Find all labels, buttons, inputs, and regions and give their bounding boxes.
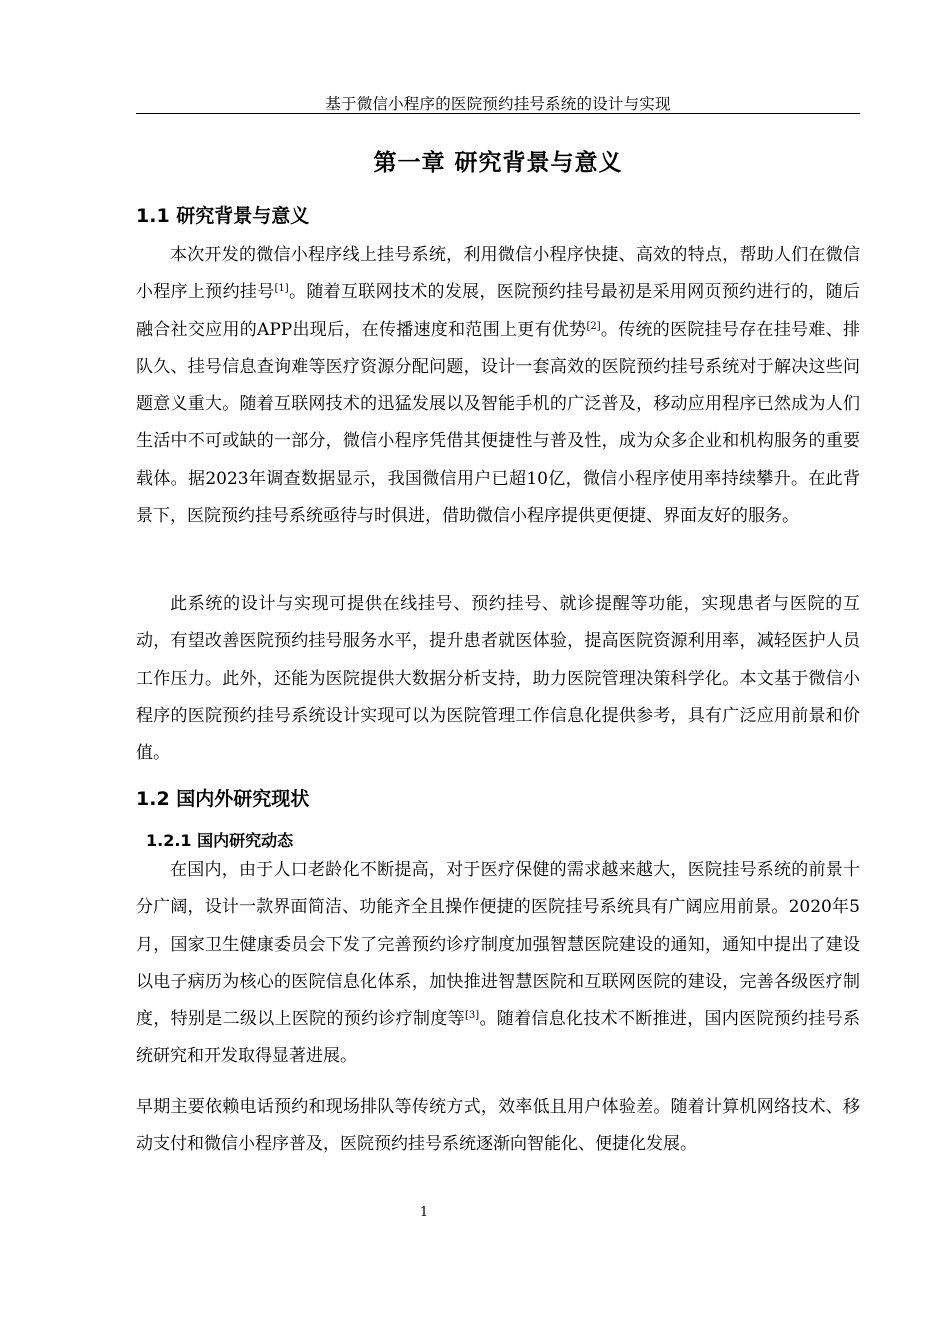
paragraph-1-1-b: 此系统的设计与实现可提供在线挂号、预约挂号、就诊提醒等功能，实现患者与医院的互动，有望改善医院预约挂号服务水平，提升患者就医体验，提高医院资源利用率，减轻医护人员工作压力。此外，还能为医院提供大数据分析支持，助力医院管理决策科学化。本文基于微信小程序的医院预约挂号系统设计实现可以为医院管理工作信息化提供参考，具有广泛应用前景和价值。 [136, 594, 860, 764]
paragraph-text: 本次开发的微信小程序线上挂号系统，利用微信小程序快捷、高效的特点，帮助人们在微信小程序上预约挂号 [136, 245, 860, 303]
paragraph-1-2-1-b: 早期主要依赖电话预约和现场排队等传统方式，效率低且用户体验差。随着计算机网络技术、移动支付和微信小程序普及，医院预约挂号系统逐渐向智能化、便捷化发展。 [136, 1097, 860, 1155]
chapter-title: 第一章 研究背景与意义 [373, 150, 623, 176]
section-heading-1-1: 1.1 研究背景与意义 [136, 205, 310, 227]
section-heading-1-2: 1.2 国内外研究现状 [136, 788, 310, 810]
citation-ref: [3] [464, 1010, 480, 1022]
paragraph-text: 在国内，由于人口老龄化不断提高，对于医疗保健的需求越来越大，医院挂号系统的前景十分广阔，设计一款界面简洁、功能齐全且操作便捷的医院挂号系统具有广阔应用前景。2020年5月，国家卫生健康委员会下发了完善预约诊疗制度加强智慧医院建设的通知，通知中提出了建设以电子病历为核心的医院信息化体系，加快推进智慧医院和互联网医院的建设，完善各级医疗制度，特别是二级以上医院的预约诊疗制度等 [136, 860, 860, 1030]
paragraph-text: 。随着信息化技术不断推进，国内医院预约挂号系统研究和开发取得显著进展。 [136, 1009, 861, 1067]
citation-ref: [1] [274, 283, 289, 295]
page-number: 1 [419, 1205, 429, 1220]
paragraph-1-1-a [136, 237, 860, 535]
citation-ref: [2] [586, 320, 601, 332]
subsection-heading-1-2-1: 1.2.1 国内研究动态 [146, 831, 294, 850]
header-rule [136, 113, 860, 114]
paragraph-text: 。传统的医院挂号存在挂号难、排队久、挂号信息查询难等医疗资源分配问题，设计一套高效的医院预约挂号系统对于解决这些问题意义重大。随着互联网技术的迅猛发展以及智能手机的广泛普及，移动应用程序已然成为人们生活中不可或缺的一部分，微信小程序凭借其便捷性与普及性，成为众多企业和机构服务的重要载体。据2023年调查数据显示，我国微信用户已超10亿，微信小程序使用率持续攀升。在此背景下，医院预约挂号系统亟待与时俱进，借助微信小程序提供更便捷、界面友好的服务。 [136, 319, 861, 527]
paragraph-1-2-1-a [136, 852, 860, 1076]
running-header: 基于微信小程序的医院预约挂号系统的设计与实现 [325, 95, 671, 113]
paragraph-text: 。随着互联网技术的发展，医院预约挂号最初是采用网页预约进行的，随后融合社交应用的APP出现后，在传播速度和范围上更有优势 [136, 282, 861, 340]
